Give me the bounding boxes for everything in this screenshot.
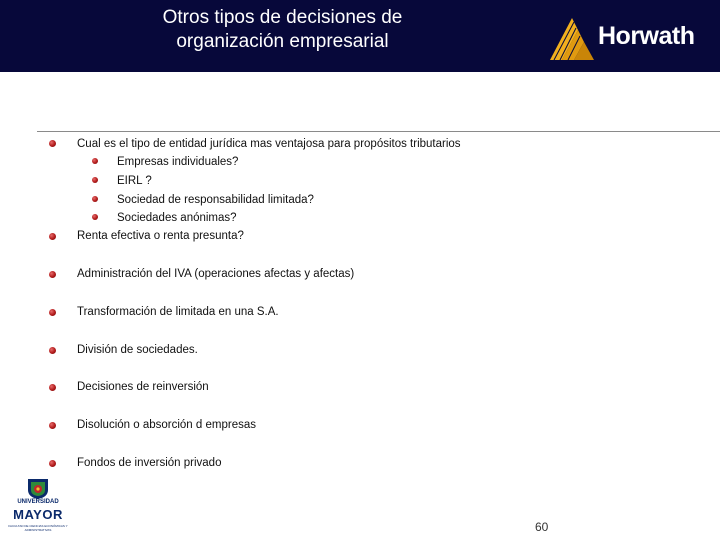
title-line-2: organización empresarial: [176, 31, 389, 52]
bullet-icon: [49, 460, 56, 467]
sub-list-item: Empresas individuales?: [117, 156, 239, 168]
list-item: Disolución o absorción d empresas: [77, 419, 256, 431]
bullet-icon: [49, 384, 56, 391]
list-item: Transformación de limitada en una S.A.: [77, 306, 279, 318]
horwath-logo: [548, 16, 698, 62]
sub-bullet-icon: [92, 158, 98, 164]
sub-bullet-icon: [92, 214, 98, 220]
list-item: Decisiones de reinversión: [77, 381, 209, 393]
list-item: Fondos de inversión privado: [77, 457, 222, 469]
sub-bullet-icon: [92, 177, 98, 183]
sub-list-item: EIRL ?: [117, 175, 152, 187]
horwath-mountain-icon: [548, 16, 598, 62]
page-number: 60: [535, 520, 549, 534]
bullet-icon: [49, 422, 56, 429]
list-item: Renta efectiva o renta presunta?: [77, 230, 244, 242]
sub-bullet-icon: [92, 196, 98, 202]
header-bar: [0, 0, 720, 72]
bullet-icon: [49, 271, 56, 278]
sub-list-item: Sociedad de responsabilidad limitada?: [117, 194, 314, 206]
university-name: MAYOR: [13, 507, 63, 522]
slide-title: [110, 6, 455, 54]
list-item: División de sociedades.: [77, 344, 198, 356]
sub-list-item: Sociedades anónimas?: [117, 212, 237, 224]
bullet-icon: [49, 140, 56, 147]
university-label: UNIVERSIDAD: [17, 499, 59, 505]
title-line-1: Otros tipos de decisiones de: [162, 7, 403, 28]
bullet-icon: [49, 233, 56, 240]
bullet-icon: [49, 309, 56, 316]
faculty-label: FACULTAD DE CIENCIAS ECONÓMICAS Y ADMINISTRATIVAS: [8, 524, 68, 532]
divider-line: [37, 131, 720, 132]
list-item: Cual es el tipo de entidad jurídica mas ventajosa para propósitos tributarios: [77, 138, 461, 150]
list-item: Administración del IVA (operaciones afectas y afectas): [77, 268, 355, 280]
horwath-logo-text: Horwath: [598, 22, 695, 50]
bullet-icon: [49, 347, 56, 354]
university-shield-icon: [27, 478, 49, 500]
